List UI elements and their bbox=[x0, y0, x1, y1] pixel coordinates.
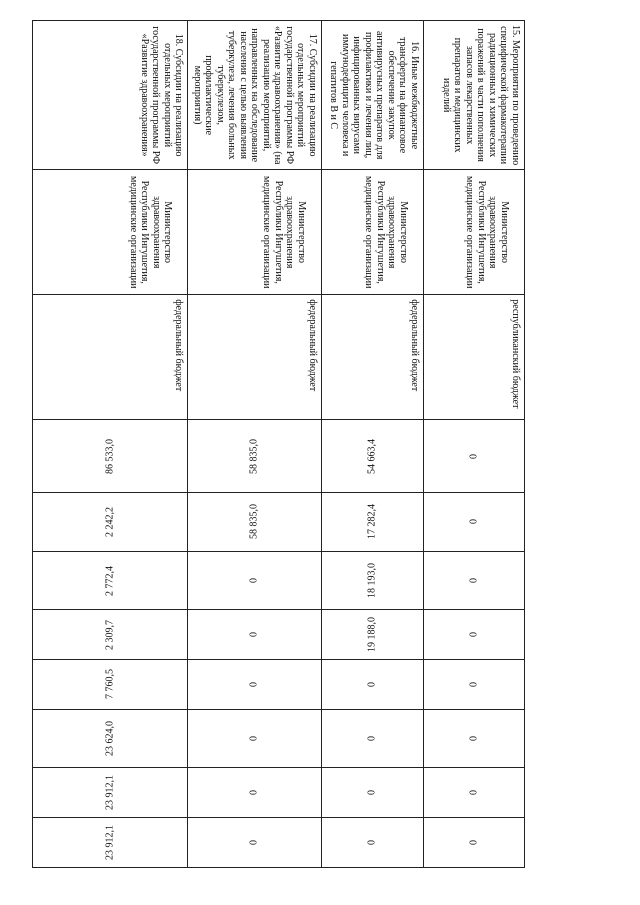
value-cell-text: 0 bbox=[468, 578, 480, 583]
value-cell bbox=[424, 709, 525, 768]
value-cell bbox=[188, 660, 322, 710]
value-cell-text: 0 bbox=[366, 736, 378, 742]
value-cell-text: 19 188,0 bbox=[366, 617, 378, 653]
activity-cell: 18. Субсидии на реализацию отдельных мероприятий государственной программы РФ «Развитие здравоохранения» bbox=[33, 21, 188, 170]
value-cell-text: 58 835,0 bbox=[249, 504, 260, 540]
value-cell-text: 0 bbox=[468, 453, 480, 459]
table-row bbox=[322, 21, 424, 868]
value-cell-text: 2 309,7 bbox=[104, 619, 116, 650]
value-cell bbox=[33, 709, 188, 768]
value-cell-text: 0 bbox=[468, 519, 480, 525]
value-cell-text: 7 760,5 bbox=[104, 669, 116, 700]
value-cell-text: 0 bbox=[249, 632, 260, 638]
executor-cell: Министерство здравоохранения Республики Ингушетия, медицинские организации bbox=[322, 170, 424, 295]
value-cell-text: 2 242,2 bbox=[104, 506, 116, 537]
value-cell bbox=[33, 610, 188, 660]
activity-cell: 17. Субсидии на реализацию отдельных мероприятий государственной программы РФ «Развитие здравоохранения» (на реализацию мероприятий, направленных на обследование населения с целью выявления туберкулеза, лечения больных туберкулезом, профилактические мероприятия) bbox=[188, 21, 322, 170]
value-cell bbox=[424, 420, 525, 493]
value-cell bbox=[33, 493, 188, 552]
program-activities-table bbox=[33, 20, 526, 868]
value-cell-text: 0 bbox=[249, 736, 260, 742]
executor-cell: Министерство здравоохранения Республики Ингушетия, медицинские организации bbox=[33, 170, 188, 295]
value-cell-text: 2 772,4 bbox=[104, 565, 116, 596]
funding-source-cell: федеральный бюджет bbox=[188, 295, 322, 420]
value-cell-text: 0 bbox=[249, 578, 260, 583]
funding-source-cell: федеральный бюджет bbox=[322, 295, 424, 420]
value-cell bbox=[424, 551, 525, 610]
value-cell bbox=[33, 420, 188, 493]
value-cell bbox=[322, 551, 424, 610]
value-cell bbox=[33, 768, 188, 818]
value-cell-text: 0 bbox=[249, 790, 260, 796]
value-cell bbox=[33, 818, 188, 868]
executor-cell: Министерство здравоохранения Республики Ингушетия, медицинские организации bbox=[188, 170, 322, 295]
funding-source-cell: федеральный бюджет bbox=[33, 295, 188, 420]
rotated-table-sheet bbox=[55, 20, 525, 868]
value-cell bbox=[424, 768, 525, 818]
value-cell bbox=[322, 660, 424, 710]
value-cell bbox=[188, 551, 322, 610]
value-cell-text: 17 282,4 bbox=[366, 504, 378, 540]
value-cell bbox=[33, 660, 188, 710]
value-cell bbox=[424, 818, 525, 868]
activity-cell: 15. Мероприятия по проведению специфической фармакотерапии радиационных и химических поражений в части пополнения запасов лекарственных препаратов и медицинских изделий bbox=[424, 21, 525, 170]
executor-cell: Министерство здравоохранения Республики Ингушетия, медицинские организации bbox=[424, 170, 525, 295]
value-cell-text: 0 bbox=[366, 790, 378, 796]
value-cell-text: 0 bbox=[249, 840, 260, 846]
value-cell-text: 23 912,1 bbox=[104, 775, 116, 811]
value-cell-text: 0 bbox=[366, 681, 378, 687]
value-cell-text: 0 bbox=[468, 681, 480, 687]
value-cell bbox=[188, 610, 322, 660]
value-cell-text: 0 bbox=[468, 790, 480, 796]
value-cell bbox=[424, 610, 525, 660]
value-cell-text: 0 bbox=[468, 736, 480, 742]
value-cell bbox=[188, 420, 322, 493]
value-cell bbox=[322, 818, 424, 868]
value-cell bbox=[424, 493, 525, 552]
value-cell bbox=[188, 818, 322, 868]
table-row bbox=[424, 21, 525, 868]
value-cell bbox=[322, 493, 424, 552]
value-cell bbox=[322, 768, 424, 818]
table-row bbox=[188, 21, 322, 868]
value-cell bbox=[424, 660, 525, 710]
value-cell-text: 58 835,0 bbox=[249, 438, 260, 474]
value-cell bbox=[322, 709, 424, 768]
value-cell bbox=[188, 493, 322, 552]
value-cell-text: 54 663,4 bbox=[366, 438, 378, 474]
activity-cell: 16. Иные межбюджетные трансферты на финансовое обеспечение закупок антивирусных препаратов для профилактики и лечения лиц, инфицированных вирусами иммунодефицита человека и гепатитов В и С bbox=[322, 21, 424, 170]
value-cell bbox=[188, 709, 322, 768]
value-cell-text: 0 bbox=[468, 632, 480, 638]
funding-source-cell: республиканский бюджет bbox=[424, 295, 525, 420]
value-cell-text: 0 bbox=[468, 840, 480, 846]
value-cell bbox=[33, 551, 188, 610]
value-cell bbox=[322, 420, 424, 493]
value-cell-text: 0 bbox=[366, 840, 378, 846]
value-cell-text: 86 533,0 bbox=[104, 438, 116, 474]
value-cell-text: 18 193,0 bbox=[366, 563, 378, 598]
value-cell bbox=[322, 610, 424, 660]
table-row bbox=[33, 21, 188, 868]
value-cell bbox=[188, 768, 322, 818]
value-cell-text: 0 bbox=[249, 681, 260, 687]
value-cell-text: 23 624,0 bbox=[104, 721, 116, 757]
value-cell-text: 23 912,1 bbox=[104, 825, 116, 861]
